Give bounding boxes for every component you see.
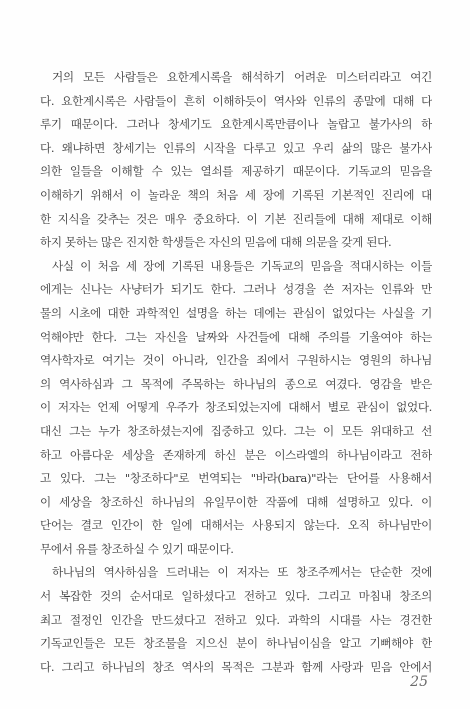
text-line: 루기 때문이다. 그러나 창세기도 요한계시록만큼이나 놀랍고 불가사의 하 [40,117,432,132]
text-line: 에게는 신나는 사냥터가 되기도 한다. 그러나 성경을 쓴 저자는 인류와 만 [40,282,432,297]
text-line: 물의 시초에 대한 과학적인 설명을 하는 데에는 관심이 없었다는 사실을 기 [40,305,432,320]
text-line: 하지 못하는 많은 진지한 학생들은 자신의 믿음에 대해 의문을 갖게 된다. [40,235,392,250]
text-line: 무에서 유를 창조하실 수 있기 때문이다. [40,541,234,556]
text-line: 사실 이 처음 세 장에 기록된 내용들은 기독교의 믿음을 적대시하는 이들 [52,258,432,273]
text-line: 단어는 결코 인간이 한 일에 대해서는 사용되지 않는다. 오직 하나님만이 [40,518,432,533]
text-line: 역사학자로 여기는 것이 아니라, 인간을 죄에서 구원하시는 영원의 하나님 [40,353,432,368]
page-number: 25 [410,674,428,690]
text-line: 하고 아름다운 세상을 존재하게 하신 분은 이스라엘의 하나님이라고 전하 [40,447,432,462]
text-line: 대신 그는 누가 창조하셨는지에 집중하고 있다. 그는 이 모든 위대하고 선 [40,423,432,438]
text-line: 고 있다. 그는 "창조하다"로 번역되는 "바라(bara)"라는 단어를 사용해서 [40,471,432,486]
text-line: 이 세상을 창조하신 하나님의 유일무이한 작품에 대해 설명하고 있다. 이 [40,494,432,509]
text-line: 다. 요한계시록은 사람들이 흔히 이해하듯이 역사와 인류의 종말에 대해 다 [40,93,432,108]
text-line: 거의 모든 사람들은 요한계시록을 해석하기 어려운 미스터리라고 여긴 [52,70,432,84]
text-line: 다. 왜냐하면 창세기는 인류의 시작을 다루고 있고 우리 삶의 많은 불가사 [40,140,432,155]
text-line: 하나님의 역사하심을 드러내는 이 저자는 또 창조주께서는 단순한 것에 [52,565,432,580]
text-line: 의 역사하심과 그 목적에 주목하는 하나님의 종으로 여겼다. 영감을 받은 [40,376,432,391]
text-line: 이 저자는 언제 어떻게 우주가 창조되었는지에 대해서 별로 관심이 없었다. [40,400,432,415]
text-line: 서 복잡한 것의 순서대로 일하셨다고 전하고 있다. 그리고 마침내 창조의 [40,589,432,604]
text-line: 의한 일들을 이해할 수 있는 열쇠를 제공하기 때문이다. 기독교의 믿음을 [40,164,432,179]
body-text [40,66,432,679]
text-line: 기독교인들은 모든 창조물을 지으신 분이 하나님이심을 알고 기뻐해야 한 [40,636,432,651]
text-line: 한 지식을 갖추는 것은 매우 중요하다. 이 기본 진리들에 대해 제대로 이해 [40,211,432,226]
text-line: 이해하기 위해서 이 놀라운 책의 처음 세 장에 기록된 기본적인 진리에 대 [40,187,432,202]
text-line: 최고 절정인 인간을 만드셨다고 전하고 있다. 과학의 시대를 사는 경건한 [40,612,432,627]
text-line: 다. 그리고 하나님의 창조 역사의 목적은 그분과 함께 사랑과 믿음 안에서 [40,659,432,674]
text-line: 억해야만 한다. 그는 자신을 날짜와 사건들에 대해 주의를 기울여야 하는 [40,329,432,344]
